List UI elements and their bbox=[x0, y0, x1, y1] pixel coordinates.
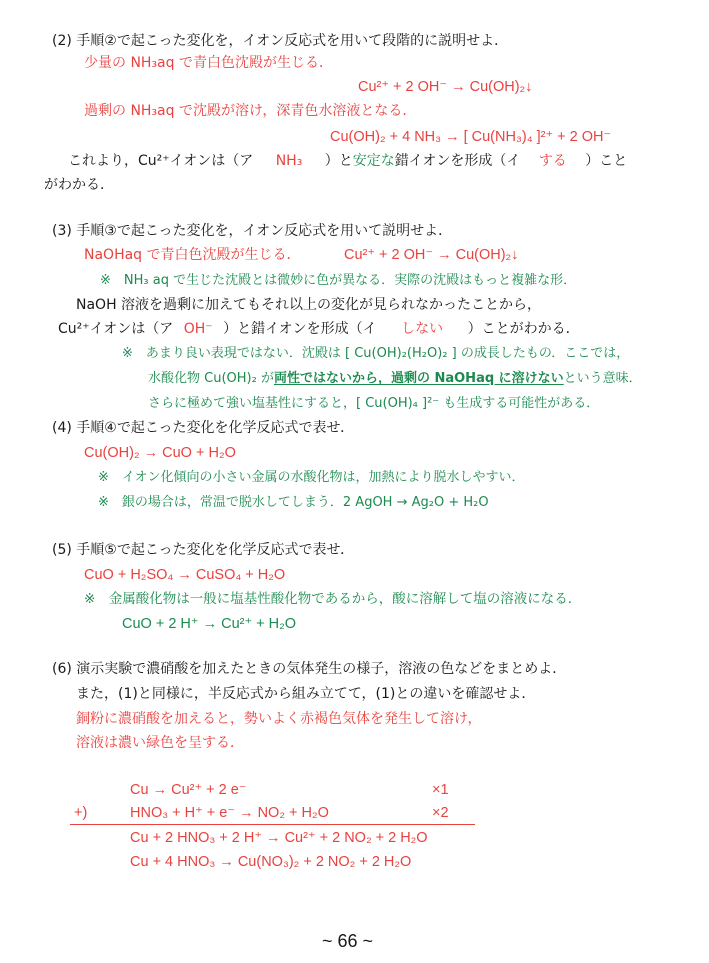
q6-half-reaction-2: HNO₃ + H⁺ + e⁻ → NO₂ + H₂O bbox=[130, 805, 329, 821]
q2-question: (2) 手順②で起こった変化を，イオン反応式を用いて段階的に説明せよ． bbox=[52, 33, 509, 49]
q6-answer-line-2: 溶液は濃い緑色を呈する． bbox=[76, 735, 244, 751]
q2-answer-1: 少量の NH₃aq で青白色沈殿が生じる． bbox=[84, 55, 333, 71]
q3-line-2 bbox=[58, 322, 580, 336]
q2-equation-2: Cu(OH)₂ + 4 NH₃ → [ Cu(NH₃)₄ ]²⁺ + 2 OH⁻ bbox=[330, 129, 612, 145]
q3-note-2-line-2-a: 水酸化物 Cu(OH)₂ が bbox=[148, 371, 274, 386]
q2-blank-b: する bbox=[538, 153, 567, 169]
q2-conclusion-c: 安定な bbox=[352, 153, 395, 169]
q6-half-reaction-1: Cu → Cu²⁺ + 2 e⁻ bbox=[130, 782, 247, 798]
q3-line-2-c: ）ことがわかる． bbox=[467, 321, 580, 337]
q4-note-1: ※ イオン化傾向の小さい金属の水酸化物は，加熱により脱水しやすい． bbox=[98, 470, 525, 485]
q5-equation: CuO + H₂SO₄ → CuSO₄ + H₂O bbox=[84, 567, 286, 583]
q2-blank-a: NH₃ bbox=[275, 153, 303, 169]
q3-line-1: NaOH 溶液を過剰に加えてもそれ以上の変化が見られなかったことから， bbox=[76, 297, 542, 313]
q5-note: ※ 金属酸化物は一般に塩基性酸化物であるから，酸に溶解して塩の溶液になる． bbox=[84, 591, 582, 607]
q6-sum-equation-1: Cu + 2 HNO₃ + 2 H⁺ → Cu²⁺ + 2 NO₂ + 2 H₂O bbox=[130, 830, 428, 846]
page-number: ~ 66 ~ bbox=[322, 931, 374, 951]
q4-note-2: ※ 銀の場合は，常温で脱水してしまう．2 AgOH → Ag₂O + H₂O bbox=[98, 495, 489, 510]
q3-blank-a: OH⁻ bbox=[183, 321, 213, 337]
q3-note-1: ※ NH₃ aq で生じた沈殿とは微妙に色が異なる．実際の沈殿はもっと複雑な形． bbox=[100, 273, 577, 288]
q3-blank-b: しない bbox=[401, 321, 444, 337]
q3-note-2-line-2 bbox=[148, 372, 642, 385]
q2-equation-1: Cu²⁺ + 2 OH⁻ → Cu(OH)₂↓ bbox=[358, 79, 533, 95]
q6-half-reaction-2-multiplier: ×2 bbox=[432, 805, 449, 821]
q6-sum-equation-2: Cu + 4 HNO₃ → Cu(NO₃)₂ + 2 NO₂ + 2 H₂O bbox=[130, 854, 412, 870]
q2-conclusion-e: ）こと bbox=[585, 153, 628, 169]
q6-question-line-1: (6) 演示実験で濃硝酸を加えたときの気体発生の様子，溶液の色などをまとめよ． bbox=[52, 661, 567, 677]
q6-plus-sign: +) bbox=[74, 805, 88, 821]
q5-equation-2: CuO + 2 H⁺ → Cu²⁺ + H₂O bbox=[122, 616, 297, 632]
q3-line-2-b: ）と錯イオンを形成（イ bbox=[223, 321, 377, 337]
q6-question-line-2: また，(1)と同様に，半反応式から組み立てて，(1)との違いを確認せよ． bbox=[76, 686, 536, 702]
q3-equation: Cu²⁺ + 2 OH⁻ → Cu(OH)₂↓ bbox=[344, 247, 519, 263]
q3-question: (3) 手順③で起こった変化を，イオン反応式を用いて説明せよ． bbox=[52, 223, 453, 239]
q2-conclusion-b: ）と bbox=[324, 153, 353, 169]
q4-equation: Cu(OH)₂ → CuO + H₂O bbox=[84, 445, 236, 461]
q3-note-2-line-3: さらに極めて強い塩基性にすると，[ Cu(OH)₄ ]²⁻ も生成する可能性がある． bbox=[148, 396, 600, 411]
q2-conclusion bbox=[68, 154, 627, 168]
q6-half-reaction-1-multiplier: ×1 bbox=[432, 782, 449, 798]
q3-answer: NaOHaq で青白色沈殿が生じる． bbox=[84, 247, 301, 263]
q6-answer-line-1: 銅粉に濃硝酸を加えると，勢いよく赤褐色気体を発生して溶け， bbox=[76, 711, 482, 727]
q5-question: (5) 手順⑤で起こった変化を化学反応式で表せ． bbox=[52, 542, 355, 558]
q2-conclusion-f: がわかる． bbox=[44, 177, 114, 193]
q3-line-2-a: Cu²⁺イオンは（ア bbox=[58, 321, 174, 337]
q2-conclusion-d: 錯イオンを形成（イ bbox=[394, 153, 521, 169]
q2-answer-2: 過剰の NH₃aq で沈殿が溶け，深青色水溶液となる． bbox=[84, 103, 417, 119]
q2-conclusion-a: これより，Cu²⁺イオンは（ア bbox=[68, 153, 254, 169]
q3-note-2-line-1: ※ あまり良い表現ではない．沈殿は [ Cu(OH)₂(H₂O)₂ ] の成長したもの．ここでは， bbox=[122, 346, 630, 361]
q6-sum-rule bbox=[70, 824, 475, 825]
q4-question: (4) 手順④で起こった変化を化学反応式で表せ． bbox=[52, 420, 355, 436]
q3-note-2-line-2-b: という意味． bbox=[563, 371, 642, 386]
q3-note-2-underlined: 両性ではないから，過剰の NaOHaq に溶けない bbox=[273, 371, 564, 386]
